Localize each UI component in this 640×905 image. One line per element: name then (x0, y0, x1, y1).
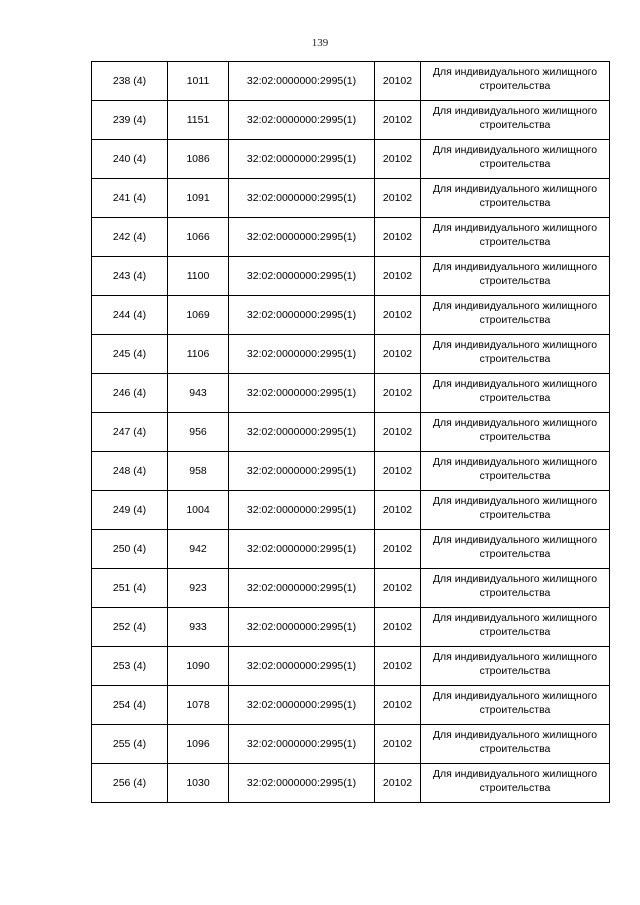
plot-number-cell: 243 (4) (92, 257, 168, 296)
area-cell: 1106 (168, 335, 229, 374)
plot-number-cell: 253 (4) (92, 647, 168, 686)
table-row (92, 179, 610, 218)
area-cell: 958 (168, 452, 229, 491)
plot-number-cell: 239 (4) (92, 101, 168, 140)
plot-number-cell: 238 (4) (92, 62, 168, 101)
code-cell: 20102 (375, 686, 421, 725)
cadastral-number-cell: 32:02:0000000:2995(1) (229, 608, 375, 647)
code-cell: 20102 (375, 218, 421, 257)
purpose-line-1: Для индивидуального жилищного (432, 144, 598, 156)
code-cell: 20102 (375, 530, 421, 569)
purpose-line-1: Для индивидуального жилищного (432, 417, 598, 429)
table-body (92, 62, 610, 803)
cadastral-number-cell: 32:02:0000000:2995(1) (229, 257, 375, 296)
land-use-purpose-cell (421, 140, 610, 179)
land-use-purpose-cell (421, 725, 610, 764)
purpose-line-1: Для индивидуального жилищного (432, 534, 598, 546)
area-cell: 923 (168, 569, 229, 608)
code-cell: 20102 (375, 764, 421, 803)
land-use-purpose-cell (421, 764, 610, 803)
cadastral-number-cell: 32:02:0000000:2995(1) (229, 374, 375, 413)
land-use-purpose-cell (421, 296, 610, 335)
land-use-purpose-cell (421, 62, 610, 101)
code-cell: 20102 (375, 608, 421, 647)
table-row (92, 374, 610, 413)
area-cell: 933 (168, 608, 229, 647)
plot-number-cell: 246 (4) (92, 374, 168, 413)
table-row (92, 530, 610, 569)
purpose-line-2: строительства (479, 236, 551, 248)
code-cell: 20102 (375, 101, 421, 140)
cadastral-number-cell: 32:02:0000000:2995(1) (229, 647, 375, 686)
area-cell: 943 (168, 374, 229, 413)
table-row (92, 413, 610, 452)
area-cell: 1091 (168, 179, 229, 218)
cadastral-number-cell: 32:02:0000000:2995(1) (229, 764, 375, 803)
plot-number-cell: 242 (4) (92, 218, 168, 257)
area-cell: 1004 (168, 491, 229, 530)
purpose-line-1: Для индивидуального жилищного (432, 456, 598, 468)
table-row (92, 608, 610, 647)
plot-number-cell: 251 (4) (92, 569, 168, 608)
code-cell: 20102 (375, 140, 421, 179)
purpose-line-1: Для индивидуального жилищного (432, 261, 598, 273)
land-use-purpose-cell (421, 374, 610, 413)
area-cell: 1069 (168, 296, 229, 335)
purpose-line-2: строительства (479, 158, 551, 170)
code-cell: 20102 (375, 569, 421, 608)
purpose-line-2: строительства (479, 626, 551, 638)
code-cell: 20102 (375, 335, 421, 374)
purpose-line-2: строительства (479, 353, 551, 365)
table-row (92, 257, 610, 296)
area-cell: 942 (168, 530, 229, 569)
land-plots-table (91, 61, 610, 803)
purpose-line-2: строительства (479, 80, 551, 92)
area-cell: 1096 (168, 725, 229, 764)
code-cell: 20102 (375, 452, 421, 491)
plot-number-cell: 252 (4) (92, 608, 168, 647)
area-cell: 1151 (168, 101, 229, 140)
table-row (92, 335, 610, 374)
cadastral-number-cell: 32:02:0000000:2995(1) (229, 335, 375, 374)
purpose-line-2: строительства (479, 470, 551, 482)
table-row (92, 62, 610, 101)
purpose-line-1: Для индивидуального жилищного (432, 690, 598, 702)
plot-number-cell: 249 (4) (92, 491, 168, 530)
plot-number-cell: 245 (4) (92, 335, 168, 374)
code-cell: 20102 (375, 62, 421, 101)
area-cell: 1030 (168, 764, 229, 803)
land-use-purpose-cell (421, 608, 610, 647)
purpose-line-1: Для индивидуального жилищного (432, 612, 598, 624)
area-cell: 956 (168, 413, 229, 452)
purpose-line-2: строительства (479, 275, 551, 287)
purpose-line-1: Для индивидуального жилищного (432, 66, 598, 78)
cadastral-number-cell: 32:02:0000000:2995(1) (229, 179, 375, 218)
code-cell: 20102 (375, 725, 421, 764)
plot-number-cell: 254 (4) (92, 686, 168, 725)
purpose-line-2: строительства (479, 119, 551, 131)
purpose-line-2: строительства (479, 704, 551, 716)
purpose-line-1: Для индивидуального жилищного (432, 183, 598, 195)
table-row (92, 569, 610, 608)
code-cell: 20102 (375, 179, 421, 218)
table-row (92, 725, 610, 764)
code-cell: 20102 (375, 647, 421, 686)
land-use-purpose-cell (421, 101, 610, 140)
cadastral-number-cell: 32:02:0000000:2995(1) (229, 218, 375, 257)
land-use-purpose-cell (421, 569, 610, 608)
land-use-purpose-cell (421, 335, 610, 374)
plot-number-cell: 241 (4) (92, 179, 168, 218)
cadastral-number-cell: 32:02:0000000:2995(1) (229, 686, 375, 725)
area-cell: 1011 (168, 62, 229, 101)
plot-number-cell: 244 (4) (92, 296, 168, 335)
land-use-purpose-cell (421, 491, 610, 530)
land-use-purpose-cell (421, 647, 610, 686)
table-row (92, 647, 610, 686)
plot-number-cell: 248 (4) (92, 452, 168, 491)
purpose-line-1: Для индивидуального жилищного (432, 105, 598, 117)
plot-number-cell: 255 (4) (92, 725, 168, 764)
purpose-line-2: строительства (479, 314, 551, 326)
purpose-line-1: Для индивидуального жилищного (432, 495, 598, 507)
land-use-purpose-cell (421, 179, 610, 218)
page-number: 139 (311, 37, 329, 49)
cadastral-number-cell: 32:02:0000000:2995(1) (229, 569, 375, 608)
purpose-line-2: строительства (479, 431, 551, 443)
land-use-purpose-cell (421, 452, 610, 491)
area-cell: 1100 (168, 257, 229, 296)
table-row (92, 140, 610, 179)
plot-number-cell: 256 (4) (92, 764, 168, 803)
code-cell: 20102 (375, 491, 421, 530)
purpose-line-2: строительства (479, 587, 551, 599)
purpose-line-2: строительства (479, 782, 551, 794)
area-cell: 1090 (168, 647, 229, 686)
purpose-line-2: строительства (479, 509, 551, 521)
land-use-purpose-cell (421, 413, 610, 452)
table-row (92, 491, 610, 530)
purpose-line-2: строительства (479, 197, 551, 209)
table-row (92, 764, 610, 803)
area-cell: 1066 (168, 218, 229, 257)
code-cell: 20102 (375, 413, 421, 452)
purpose-line-1: Для индивидуального жилищного (432, 222, 598, 234)
cadastral-number-cell: 32:02:0000000:2995(1) (229, 452, 375, 491)
purpose-line-1: Для индивидуального жилищного (432, 729, 598, 741)
purpose-line-2: строительства (479, 665, 551, 677)
purpose-line-2: строительства (479, 392, 551, 404)
cadastral-number-cell: 32:02:0000000:2995(1) (229, 491, 375, 530)
code-cell: 20102 (375, 257, 421, 296)
cadastral-number-cell: 32:02:0000000:2995(1) (229, 140, 375, 179)
table-row (92, 218, 610, 257)
purpose-line-2: строительства (479, 548, 551, 560)
code-cell: 20102 (375, 296, 421, 335)
plot-number-cell: 247 (4) (92, 413, 168, 452)
cadastral-number-cell: 32:02:0000000:2995(1) (229, 413, 375, 452)
cadastral-number-cell: 32:02:0000000:2995(1) (229, 296, 375, 335)
cadastral-number-cell: 32:02:0000000:2995(1) (229, 530, 375, 569)
table-row (92, 452, 610, 491)
code-cell: 20102 (375, 374, 421, 413)
purpose-line-1: Для индивидуального жилищного (432, 339, 598, 351)
land-use-purpose-cell (421, 218, 610, 257)
purpose-line-1: Для индивидуального жилищного (432, 651, 598, 663)
area-cell: 1086 (168, 140, 229, 179)
cadastral-number-cell: 32:02:0000000:2995(1) (229, 62, 375, 101)
land-use-purpose-cell (421, 257, 610, 296)
table-row (92, 101, 610, 140)
plot-number-cell: 240 (4) (92, 140, 168, 179)
purpose-line-1: Для индивидуального жилищного (432, 573, 598, 585)
cadastral-number-cell: 32:02:0000000:2995(1) (229, 725, 375, 764)
plot-number-cell: 250 (4) (92, 530, 168, 569)
cadastral-number-cell: 32:02:0000000:2995(1) (229, 101, 375, 140)
land-use-purpose-cell (421, 530, 610, 569)
table-row (92, 686, 610, 725)
table-row (92, 296, 610, 335)
purpose-line-1: Для индивидуального жилищного (432, 768, 598, 780)
area-cell: 1078 (168, 686, 229, 725)
purpose-line-1: Для индивидуального жилищного (432, 300, 598, 312)
land-use-purpose-cell (421, 686, 610, 725)
purpose-line-1: Для индивидуального жилищного (432, 378, 598, 390)
purpose-line-2: строительства (479, 743, 551, 755)
